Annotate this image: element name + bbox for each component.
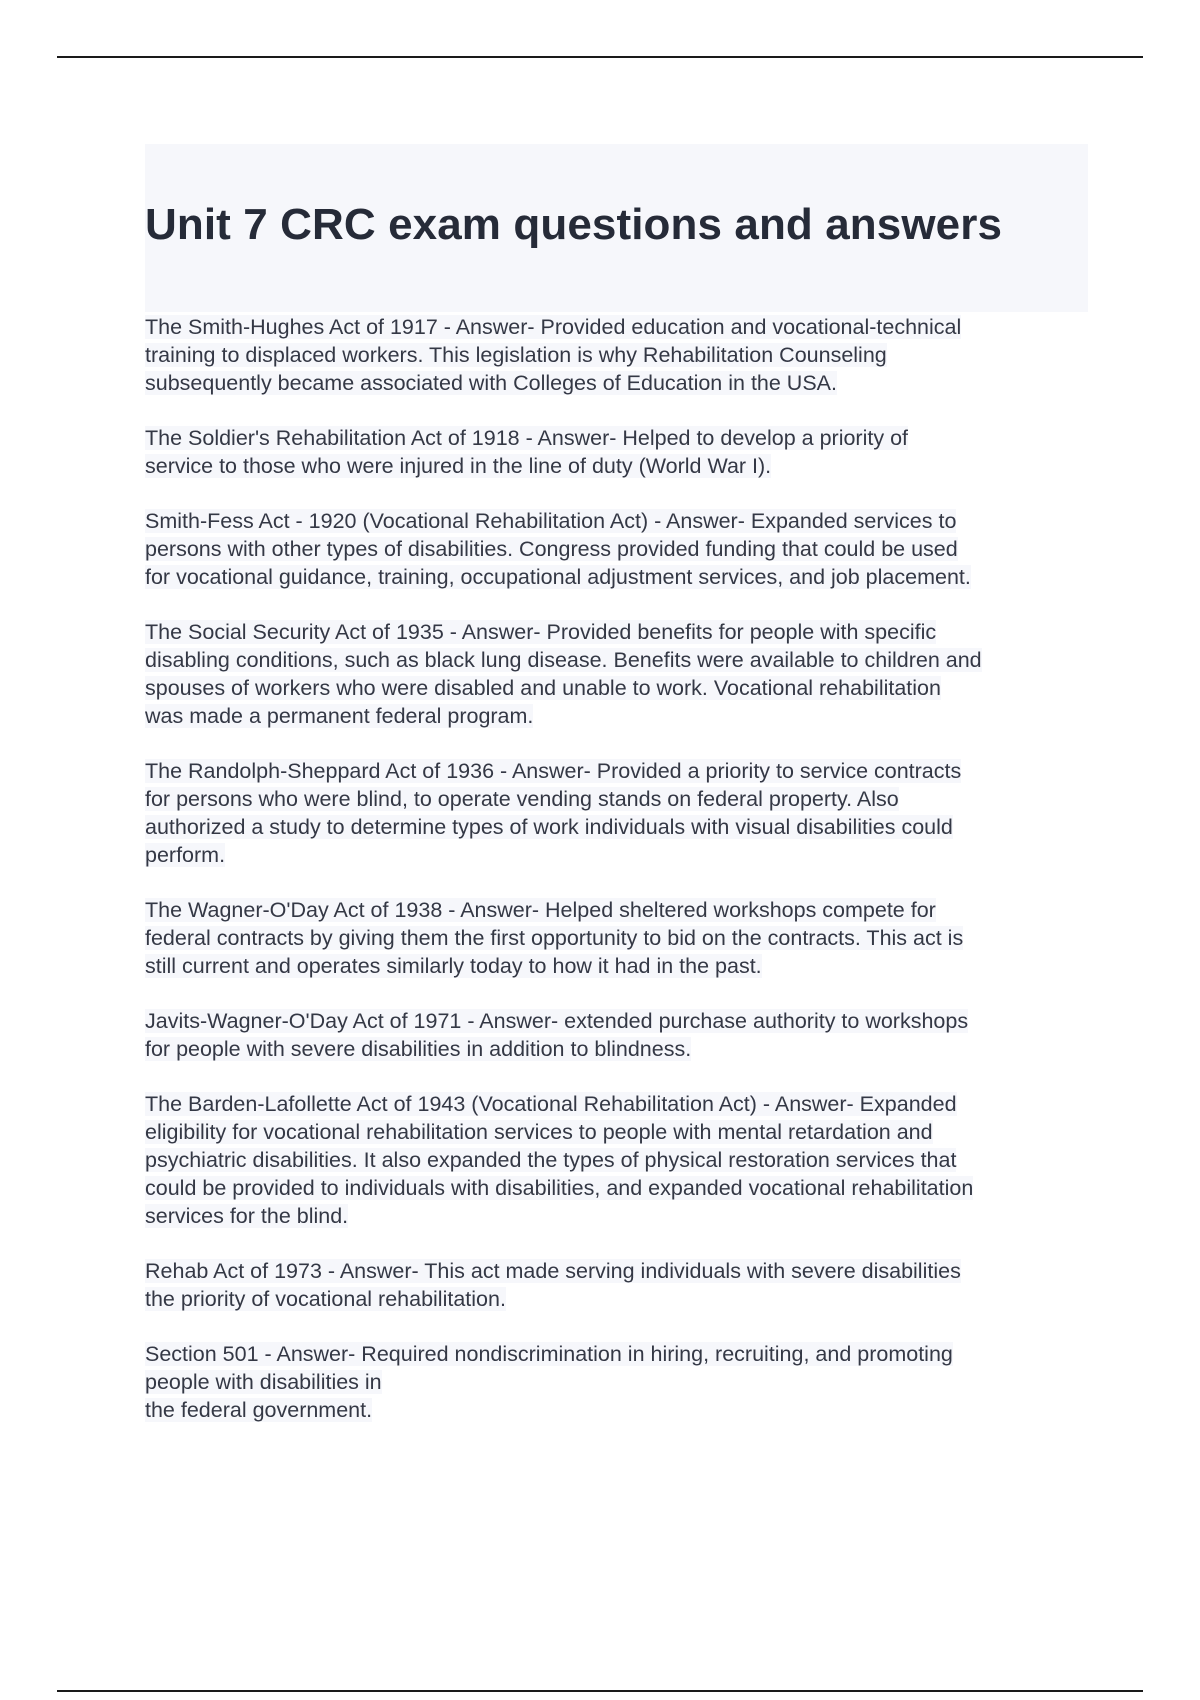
qa-list (145, 313, 1095, 1451)
qa-line: The Smith-Hughes Act of 1917 - Answer- Provided education and vocational-technical (145, 315, 962, 339)
qa-line: The Barden-Lafollette Act of 1943 (Vocational Rehabilitation Act) - Answer- Expanded (145, 1092, 957, 1116)
qa-entry-javits-wagner-oday (145, 1007, 1095, 1063)
qa-line: for vocational guidance, training, occupational adjustment services, and job placement. (145, 565, 971, 589)
qa-line: services for the blind. (145, 1204, 349, 1228)
qa-entry-smith-hughes (145, 313, 1095, 397)
top-divider (57, 56, 1143, 58)
qa-line: spouses of workers who were disabled and unable to work. Vocational rehabilitation (145, 676, 941, 700)
page-title: Unit 7 CRC exam questions and answers (145, 200, 1003, 249)
qa-line: the priority of vocational rehabilitation. (145, 1287, 506, 1311)
qa-entry-smith-fess (145, 507, 1095, 591)
qa-entry-social-security (145, 618, 1095, 730)
qa-line: The Social Security Act of 1935 - Answer- Provided benefits for people with specific (145, 620, 937, 644)
qa-line: subsequently became associated with Colleges of Education in the USA. (145, 371, 837, 395)
qa-line: Javits-Wagner-O'Day Act of 1971 - Answer- extended purchase authority to workshops (145, 1009, 969, 1033)
qa-line: service to those who were injured in the line of duty (World War I). (145, 454, 772, 478)
qa-line: perform. (145, 843, 226, 867)
qa-line: federal contracts by giving them the first opportunity to bid on the contracts. This act is (145, 926, 964, 950)
qa-line: eligibility for vocational rehabilitation services to people with mental retardation and (145, 1120, 933, 1144)
qa-line: still current and operates similarly today to how it had in the past. (145, 954, 762, 978)
qa-line: Rehab Act of 1973 - Answer- This act made serving individuals with severe disabilities (145, 1259, 961, 1283)
qa-line: persons with other types of disabilities. Congress provided funding that could be used (145, 537, 958, 561)
qa-line: Smith-Fess Act - 1920 (Vocational Rehabilitation Act) - Answer- Expanded services to (145, 509, 957, 533)
qa-line: for persons who were blind, to operate vending stands on federal property. Also (145, 787, 899, 811)
qa-entry-rehab-act-1973 (145, 1257, 1095, 1313)
qa-line: Section 501 - Answer- Required nondiscrimination in hiring, recruiting, and promoting (145, 1342, 953, 1366)
qa-line: The Wagner-O'Day Act of 1938 - Answer- Helped sheltered workshops compete for (145, 898, 936, 922)
bottom-divider (57, 1690, 1143, 1692)
qa-line: the federal government. (145, 1398, 373, 1422)
qa-line: was made a permanent federal program. (145, 704, 534, 728)
qa-line: training to displaced workers. This legislation is why Rehabilitation Counseling (145, 343, 887, 367)
qa-line: people with disabilities in (145, 1370, 382, 1394)
qa-line: for people with severe disabilities in addition to blindness. (145, 1037, 692, 1061)
qa-line: psychiatric disabilities. It also expanded the types of physical restoration services that (145, 1148, 957, 1172)
qa-line: The Soldier's Rehabilitation Act of 1918 - Answer- Helped to develop a priority of (145, 426, 908, 450)
qa-line: disabling conditions, such as black lung disease. Benefits were available to children and (145, 648, 982, 672)
qa-entry-randolph-sheppard (145, 757, 1095, 869)
qa-line: authorized a study to determine types of work individuals with visual disabilities could (145, 815, 953, 839)
qa-entry-section-501 (145, 1340, 1095, 1424)
qa-entry-wagner-oday (145, 896, 1095, 980)
qa-entry-soldiers-rehab (145, 424, 1095, 480)
qa-entry-barden-lafollette (145, 1090, 1095, 1230)
qa-line: could be provided to individuals with disabilities, and expanded vocational rehabilitation (145, 1176, 974, 1200)
qa-line: The Randolph-Sheppard Act of 1936 - Answer- Provided a priority to service contracts (145, 759, 962, 783)
